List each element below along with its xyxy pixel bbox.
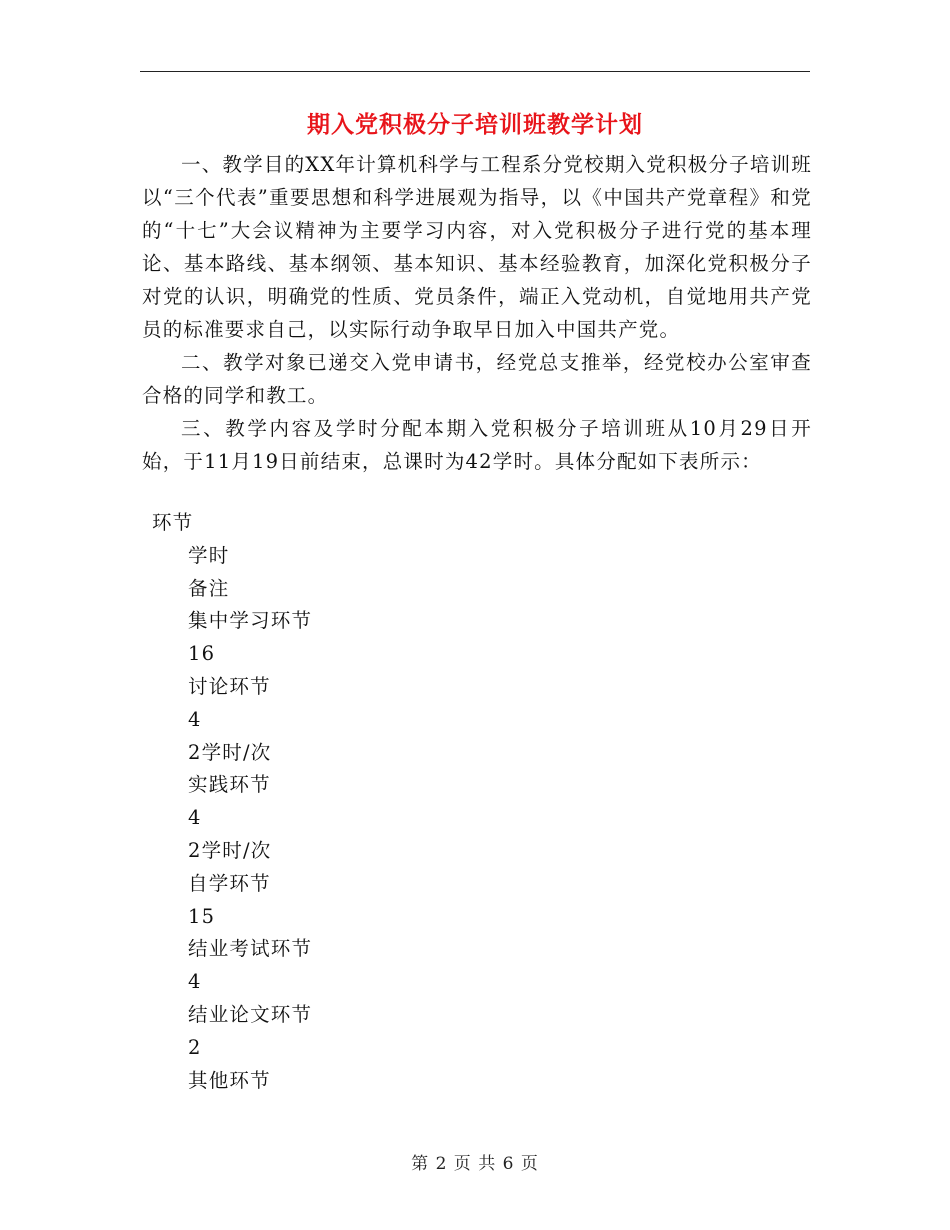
table-cell: 学时: [188, 543, 230, 567]
table-cell: 实践环节: [188, 773, 271, 797]
header-rule: [140, 71, 810, 72]
table-cell: 讨论环节: [188, 674, 271, 698]
schedule-table: [142, 507, 782, 1097]
table-cell: 环节: [152, 511, 194, 534]
document-body: [142, 148, 812, 478]
table-cell: 2: [188, 1035, 202, 1059]
table-cell: 集中学习环节: [188, 609, 313, 633]
page-number-footer: 第 2 页 共 6 页: [411, 1154, 539, 1174]
table-cell: 16: [188, 642, 216, 666]
table-cell: 2学时/次: [188, 740, 272, 764]
table-cell: 自学环节: [188, 871, 271, 895]
table-cell: 结业论文环节: [188, 1002, 313, 1026]
table-cell: 4: [188, 806, 202, 830]
paragraph-teaching-objective: 一、教学目的XX年计算机科学与工程系分党校期入党积极分子培训班以“三个代表”重要思想和科学进展观为指导，以《中国共产党章程》和党的“十七”大会议精神为主要学习内容，对入党积极分子进行党的基本理论、基本路线、基本纲领、基本知识、基本经验教育，加深化党积极分子对党的认识，明确党的性质、党员条件，端正入党动机，自觉地用共产党员的标准要求自己，以实际行动争取早日加入中国共产党。: [142, 153, 812, 341]
table-cell: 4: [188, 970, 202, 994]
paragraph-teaching-audience: 二、教学对象已递交入党申请书，经党总支推举，经党校办公室审查合格的同学和教工。: [142, 351, 812, 407]
table-cell: 15: [188, 904, 216, 928]
table-cell: 其他环节: [188, 1068, 271, 1092]
paragraph-teaching-content: 三、教学内容及学时分配本期入党积极分子培训班从10月29日开始，于11月19日前结束，总课时为42学时。具体分配如下表所示：: [142, 417, 812, 473]
table-cell: 4: [188, 707, 202, 731]
table-cell: 结业考试环节: [188, 937, 313, 961]
table-cell: 2学时/次: [188, 838, 272, 862]
table-cell: 备注: [188, 576, 230, 600]
document-title: 期入党积极分子培训班教学计划: [307, 111, 643, 138]
